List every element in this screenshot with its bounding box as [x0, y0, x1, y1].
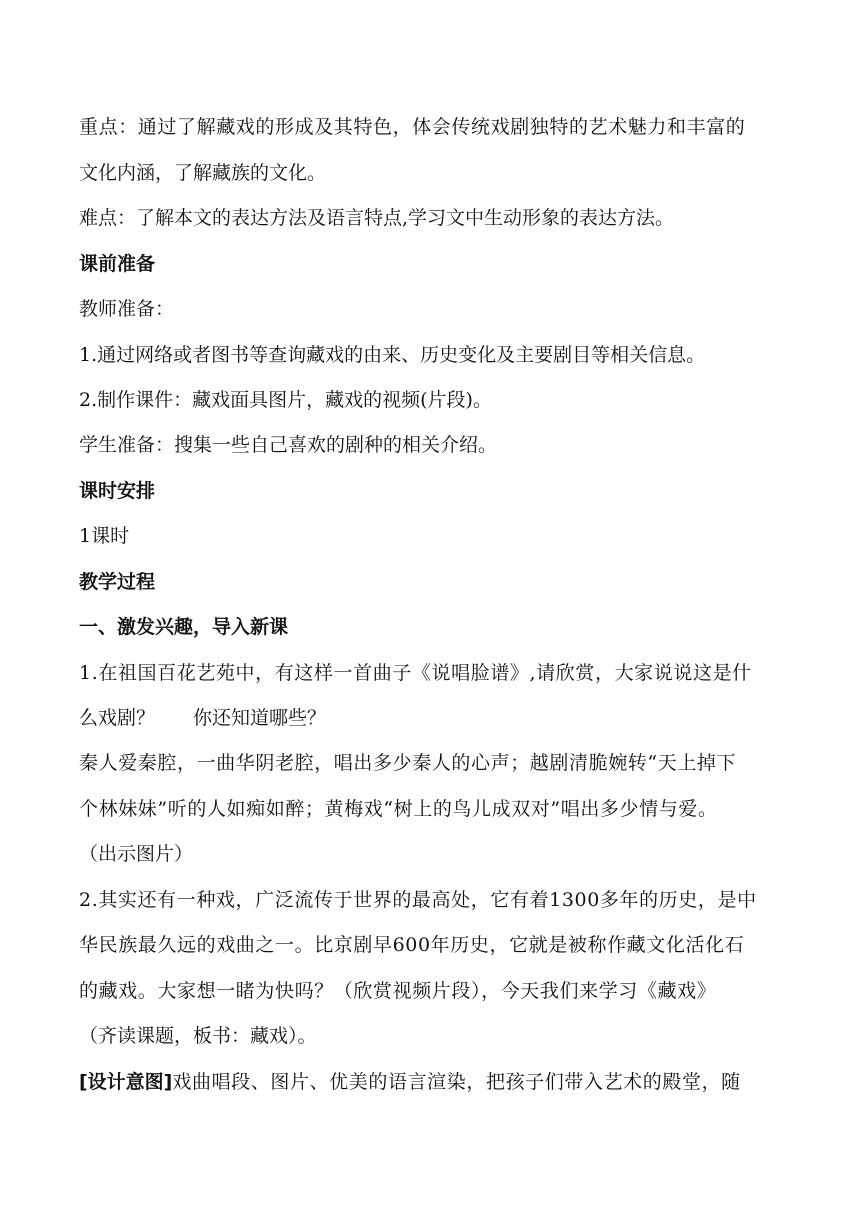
- step-2-line-2: 华民族最久远的戏曲之一。比京剧早600年历史，它就是被称作藏文化活化石: [79, 934, 745, 956]
- teacher-prep-item-2: 2.制作课件：藏戏面具图片，藏戏的视频(片段)。: [79, 389, 492, 411]
- heading-schedule: 课时安排: [79, 480, 156, 502]
- difficulty-line: 难点：了解本文的表达方法及语言特点,学习文中生动形象的表达方法。: [79, 207, 675, 229]
- heading-preparation: 课前准备: [79, 253, 156, 275]
- key-point-line-2: 文化内涵，了解藏族的文化。: [79, 162, 327, 184]
- schedule-value: 1课时: [79, 525, 130, 547]
- student-preparation: 学生准备：搜集一些自己喜欢的剧种的相关介绍。: [79, 434, 498, 456]
- design-intent-label: [设计意图]: [79, 1071, 173, 1093]
- teacher-prep-item-1: 1.通过网络或者图书等查询藏戏的由来、历史变化及主要剧目等相关信息。: [79, 344, 706, 366]
- step-2-line-4: （齐读课题，板书：藏戏）。: [79, 1025, 317, 1047]
- show-picture-note: （出示图片）: [79, 843, 194, 865]
- step-2-line-3: 的藏戏。大家想一睹为快吗？（欣赏视频片段），今天我们来学习《藏戏》: [79, 980, 717, 1002]
- opera-paragraph-line-2: 个林妹妹”听的人如痴如醉；黄梅戏“树上的鸟儿成双对”唱出多少情与爱。: [79, 798, 718, 820]
- step-1-line-2: 么戏剧？ 你还知道哪些？: [79, 707, 327, 729]
- teacher-preparation-label: 教师准备：: [79, 298, 175, 320]
- key-point-line-1: 重点：通过了解藏戏的形成及其特色，体会传统戏剧独特的艺术魅力和丰富的: [79, 116, 746, 138]
- section-one-heading: 一、激发兴趣，导入新课: [79, 616, 289, 638]
- step-1-line-1: 1.在祖国百花艺苑中，有这样一首曲子《说唱脸谱》,请欣赏，大家说说这是什: [79, 662, 752, 684]
- opera-paragraph-line-1: 秦人爱秦腔，一曲华阴老腔，唱出多少秦人的心声；越剧清脆婉转“天上掉下: [79, 752, 737, 774]
- design-intent-text: 戏曲唱段、图片、优美的语言渲染，把孩子们带入艺术的殿堂，随: [172, 1071, 741, 1093]
- design-intent-line: [79, 1069, 741, 1095]
- heading-process: 教学过程: [79, 571, 156, 593]
- step-2-line-1: 2.其实还有一种戏，广泛流传于世界的最高处，它有着1300多年的历史，是中: [79, 889, 757, 911]
